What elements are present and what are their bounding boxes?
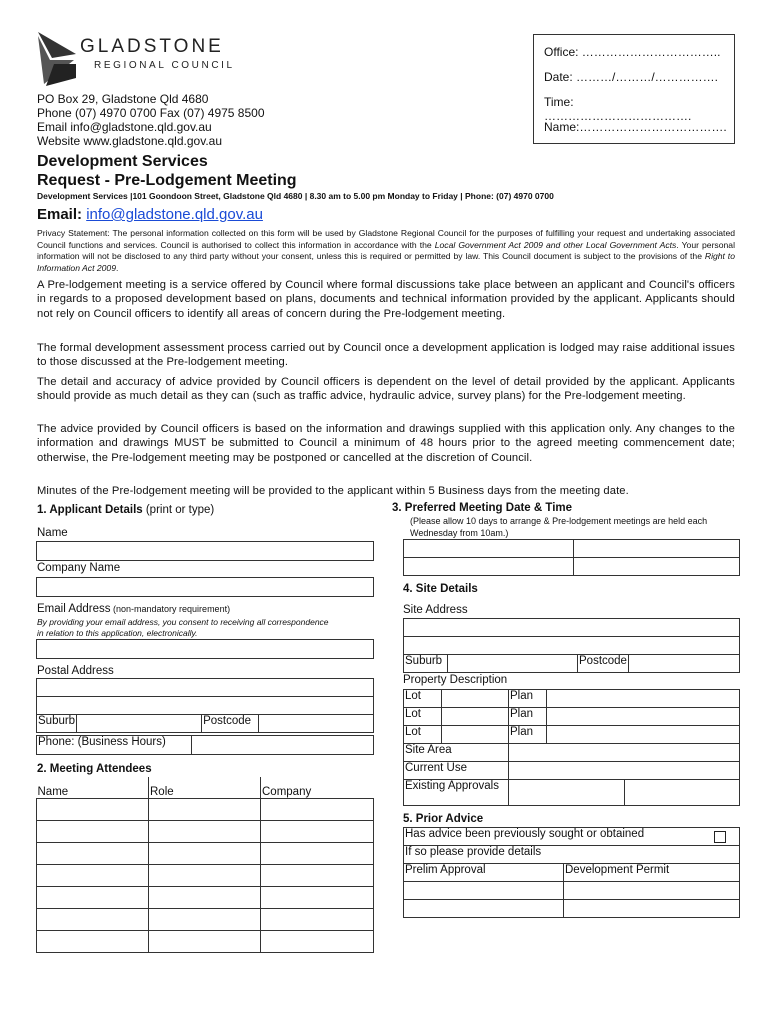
attendee-cell[interactable] [149, 820, 261, 842]
attendees-heading: 2. Meeting Attendees [37, 763, 152, 775]
site-address-table [403, 618, 740, 673]
prior-table [403, 827, 740, 918]
company-input[interactable] [36, 577, 374, 597]
plan-input[interactable] [547, 708, 740, 726]
attendee-cell[interactable] [37, 908, 149, 930]
attendee-cell[interactable] [149, 908, 261, 930]
lot-label: Lot [404, 708, 442, 726]
prior-checkbox[interactable] [714, 831, 726, 843]
permit-label: Development Permit [564, 864, 740, 882]
plan-label: Plan [509, 726, 547, 744]
current-use-label: Current Use [404, 762, 509, 780]
privacy-statement: Privacy Statement: The personal information collected on this form will be used by Gladstone Regional Council for the purposes of fulfilling your request and undertaking associated Council functions and services. Council is authorised to collect this information in accordance with the Local Government Act 2009 and other Local Government Acts. Your personal information will not be disclosed to any third party without your consent, unless this is required or permitted by law. This Council document is subject to the provisions of the Right to Information Act 2009. [37, 228, 735, 273]
attendee-cell[interactable] [149, 886, 261, 908]
company-label: Company Name [37, 562, 121, 574]
office-field: Office: …………………………….. [544, 45, 721, 59]
approvals-input-2[interactable] [625, 780, 740, 806]
meeting-cell[interactable] [574, 558, 740, 576]
site-suburb-label: Suburb [404, 655, 448, 673]
name-label: Name [37, 527, 68, 539]
meeting-cell[interactable] [574, 540, 740, 558]
permit-input[interactable] [564, 900, 740, 918]
suburb-label: Suburb [37, 715, 77, 733]
logo-title: GLADSTONE [80, 36, 224, 57]
accuracy-paragraph: The detail and accuracy of advice provided by Council officers is dependent on the level of detail provided by the applicant. Applicants should provide as much detail as they can (such as traffic advice, hydraulic advice, survey plans) for the Pre-lodgement meeting. [37, 376, 735, 403]
attendees-table [36, 777, 374, 953]
prelim-input[interactable] [404, 882, 564, 900]
email-label: Email: [37, 206, 83, 223]
address-line: PO Box 29, Gladstone Qld 4680 [37, 92, 209, 106]
lot-input[interactable] [442, 690, 509, 708]
contact-subline: Development Services |101 Goondoon Street, Gladstone Qld 4680 | 8.30 am to 5.00 pm Monday to Friday | Phone: (07) 4970 0700 [37, 191, 554, 201]
phone-line: Phone (07) 4970 0700 Fax (07) 4975 8500 [37, 106, 265, 120]
lot-label: Lot [404, 726, 442, 744]
postal-label: Postal Address [37, 665, 114, 677]
attendee-cell[interactable] [149, 930, 261, 952]
plan-label: Plan [509, 690, 547, 708]
approvals-input-1[interactable] [509, 780, 625, 806]
meeting-cell[interactable] [404, 558, 574, 576]
prior-heading: 5. Prior Advice [403, 813, 484, 825]
process-paragraph: The formal development assessment process carried out by Council once a development application is lodged may raise additional issues to those discussed at the Pre-lodgement meeting. [37, 342, 735, 369]
advice-paragraph: The advice provided by Council officers is based on the information and drawings supplied with this application only. Any changes to the information and drawings MUST be submitted to Council a minimum of 48 hours prior to the agreed meeting commencement date; otherwise, the Pre-lodgement meeting may be postponed or cancelled at the discretion of Council. [37, 423, 735, 464]
permit-input[interactable] [564, 882, 740, 900]
attendee-cell[interactable] [37, 864, 149, 886]
intro-paragraph: A Pre-lodgement meeting is a service offered by Council where formal discussions take place between an applicant and Council's officers in regards to a proposed development based on plans, documents and technical information provided by the applicant. Applicants should not rely on Council officers to identify all areas of concern during the Pre-lodgement meeting. [37, 279, 735, 320]
attendee-cell[interactable] [37, 820, 149, 842]
meeting-heading: 3. Preferred Meeting Date & Time [392, 502, 573, 514]
phone-label: Phone: (Business Hours) [37, 736, 192, 755]
email-input[interactable] [36, 639, 374, 659]
postal-input-2[interactable] [37, 697, 374, 715]
plan-input[interactable] [547, 726, 740, 744]
site-address-label: Site Address [403, 604, 468, 616]
attendee-cell[interactable] [261, 864, 374, 886]
attendee-cell[interactable] [37, 886, 149, 908]
site-address-input-1[interactable] [404, 619, 740, 637]
phone-input[interactable] [192, 736, 374, 755]
meeting-cell[interactable] [404, 540, 574, 558]
prelim-input[interactable] [404, 900, 564, 918]
property-label: Property Description [403, 674, 508, 686]
site-heading: 4. Site Details [403, 583, 478, 595]
plan-input[interactable] [547, 690, 740, 708]
email-link[interactable]: info@gladstone.qld.gov.au [86, 206, 263, 223]
site-suburb-input[interactable] [448, 655, 578, 673]
site-area-input[interactable] [509, 744, 740, 762]
applicant-heading: 1. Applicant Details (print or type) [37, 504, 215, 516]
site-postcode-label: Postcode [578, 655, 629, 673]
postal-table [36, 678, 374, 733]
plan-label: Plan [509, 708, 547, 726]
meeting-table [403, 539, 740, 576]
attendee-cell[interactable] [37, 842, 149, 864]
postal-input-1[interactable] [37, 679, 374, 697]
attendee-cell[interactable] [149, 864, 261, 886]
email-row [37, 206, 263, 223]
lot-label: Lot [404, 690, 442, 708]
time-field: Time: ………………………………. [544, 95, 692, 123]
prior-sought-row [404, 828, 740, 846]
prelim-label: Prelim Approval [404, 864, 564, 882]
attendee-cell[interactable] [261, 820, 374, 842]
page-subtitle: Request - Pre-Lodgement Meeting [37, 172, 297, 189]
postcode-label: Postcode [202, 715, 259, 733]
attendee-cell[interactable] [261, 842, 374, 864]
name-field: Name:………………………………. [544, 120, 727, 134]
postcode-input[interactable] [259, 715, 374, 733]
minutes-paragraph: Minutes of the Pre-lodgement meeting will be provided to the applicant within 5 Business days from the meeting date. [37, 485, 629, 497]
approvals-label: Existing Approvals [404, 780, 509, 806]
email-consent: By providing your email address, you consent to receiving all correspondence in relation to this application, electronically. [37, 617, 329, 638]
attendee-cell[interactable] [149, 842, 261, 864]
col-company: Company [261, 777, 374, 798]
email-line: Email info@gladstone.qld.gov.au [37, 120, 212, 134]
col-name: Name [37, 777, 149, 798]
lot-input[interactable] [442, 726, 509, 744]
lot-input[interactable] [442, 708, 509, 726]
site-address-input-2[interactable] [404, 637, 740, 655]
prior-details-label: If so please provide details [404, 846, 740, 864]
office-use-box [533, 34, 735, 144]
site-info-table [403, 743, 740, 806]
site-area-label: Site Area [404, 744, 509, 762]
attendee-cell[interactable] [261, 908, 374, 930]
site-postcode-input[interactable] [628, 655, 739, 673]
name-input[interactable] [36, 541, 374, 561]
suburb-input[interactable] [77, 715, 202, 733]
page-title: Development Services [37, 153, 208, 170]
col-role: Role [149, 777, 261, 798]
attendee-cell[interactable] [37, 930, 149, 952]
property-table [403, 689, 740, 744]
phone-table [36, 735, 374, 755]
attendee-cell[interactable] [261, 930, 374, 952]
attendee-cell[interactable] [261, 886, 374, 908]
attendee-cell[interactable] [261, 798, 374, 820]
prior-sought-label: Has advice been previously sought or obtained [405, 828, 645, 840]
meeting-note: (Please allow 10 days to arrange & Pre-lodgement meetings are held each Wednesday from 10am.) [410, 516, 708, 538]
date-field: Date: ………/………/……………. [544, 70, 719, 84]
attendee-cell[interactable] [149, 798, 261, 820]
email-address-label: Email Address (non-mandatory requirement) [37, 603, 231, 615]
attendee-cell[interactable] [37, 798, 149, 820]
logo-subtitle: REGIONAL COUNCIL [94, 60, 235, 71]
current-use-input[interactable] [509, 762, 740, 780]
website-line: Website www.gladstone.qld.gov.au [37, 134, 222, 148]
